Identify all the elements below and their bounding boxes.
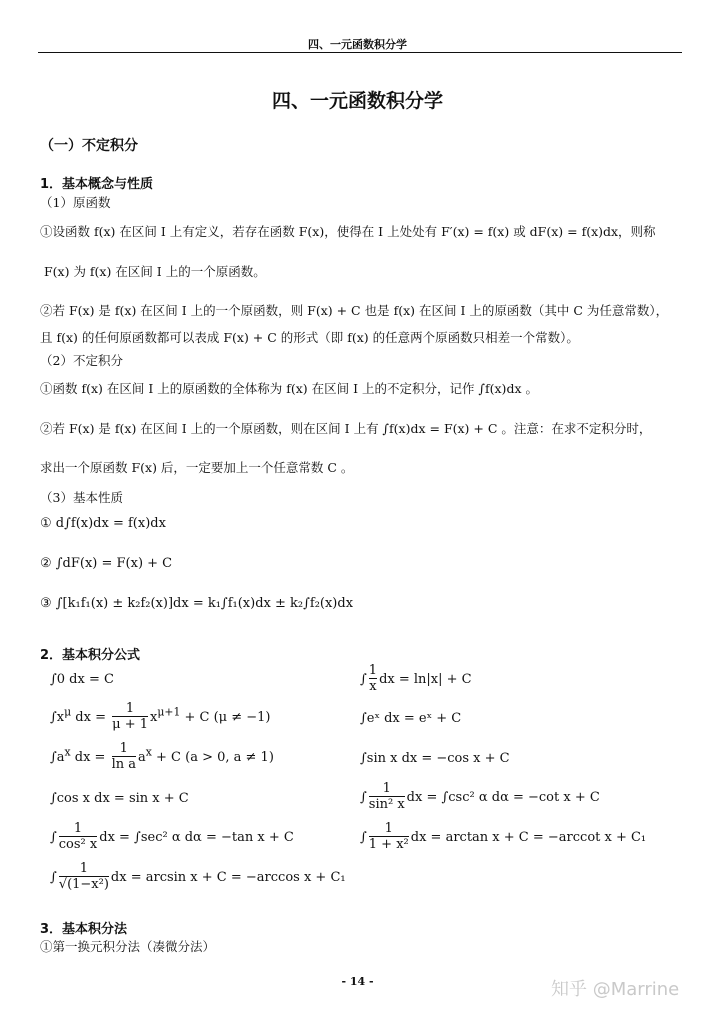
formula-csc-squared: ∫ $\frac{1}{\text{sin² x}}$ dx = ∫csc² α dα = −cot x + C xyxy=(360,781,600,813)
method-substitution-1: ①第一换元积分法（凑微分法） xyxy=(40,939,216,954)
para-antiderivative-family-1: ②若 F(x) 是 f(x) 在区间 I 上的一个原函数，则 F(x) + C 也是 f(x) 在区间 I 上的原函数（其中 C 为任意常数）， xyxy=(40,303,669,318)
section-heading-indefinite-integral: （一）不定积分 xyxy=(40,138,138,154)
formula-sin: ∫sin x dx = −cos x + C xyxy=(360,751,510,766)
formula-const: ∫0 dx = C xyxy=(50,672,114,687)
label-antiderivative: （1）原函数 xyxy=(40,195,111,210)
para-antiderivative-def-2: F(x) 为 f(x) 在区间 I 上的一个原函数。 xyxy=(44,264,266,279)
page-number: - 14 - xyxy=(341,975,374,988)
formula-arcsin: ∫ $\frac{1}{\text{√(1−x²)}}$ dx = arcsin x + C = −arccos x + C₁ xyxy=(50,861,346,893)
label-basic-properties: （3）基本性质 xyxy=(40,490,123,505)
running-header: 四、一元函数积分学 xyxy=(308,38,407,51)
formula-cos: ∫cos x dx = sin x + C xyxy=(50,791,189,806)
formula-power: $\int x^\mu$ dx = $\frac{1}{\mu + 1}$ $x^{\mu+1} + C$ (μ ≠ −1) xyxy=(50,701,271,733)
property-2: ② ∫dF(x) = F(x) + C xyxy=(40,556,173,571)
watermark: 知乎 @Marrine xyxy=(551,979,680,1000)
para-indefinite-note-1: ②若 F(x) 是 f(x) 在区间 I 上的一个原函数，则在区间 I 上有 ∫f(x)dx = F(x) + C 。注意：在求不定积分时， xyxy=(40,421,652,436)
subsection-heading-concepts: 1．基本概念与性质 xyxy=(40,177,154,192)
formula-exp-e: ∫eˣ dx = eˣ + C xyxy=(360,711,462,726)
formula-reciprocal: ∫ $\frac{1}{x}$ dx = ln|x| + C xyxy=(360,663,472,695)
label-indefinite-integral: （2）不定积分 xyxy=(40,353,123,368)
formula-exponential: $\int a^x$ dx = $\frac{1}{\text{ln a}}$ $a^x + C$ (a > 0, a ≠ 1) xyxy=(50,741,274,773)
subsection-heading-methods: 3．基本积分法 xyxy=(40,922,128,937)
formula-sec-squared: ∫ $\frac{1}{\text{cos² x}}$ dx = ∫sec² α dα = −tan x + C xyxy=(50,821,294,853)
para-indefinite-def: ①函数 f(x) 在区间 I 上的原函数的全体称为 f(x) 在区间 I 上的不定积分，记作 ∫f(x)dx 。 xyxy=(40,381,538,396)
para-antiderivative-def-1: ①设函数 f(x) 在区间 I 上有定义，若存在函数 F(x)，使得在 I 上处处有 F′(x) = f(x) 或 dF(x) = f(x)dx，则称 xyxy=(40,224,656,239)
subsection-heading-formulas: 2．基本积分公式 xyxy=(40,648,141,663)
para-antiderivative-family-2: 且 f(x) 的任何原函数都可以表成 F(x) + C 的形式（即 f(x) 的任意两个原函数只相差一个常数）。 xyxy=(40,330,579,345)
header-rule xyxy=(38,52,682,53)
formula-arctan: ∫ $\frac{1}{\text{1 + x²}}$ dx = arctan x + C = −arccot x + C₁ xyxy=(360,821,647,853)
property-3: ③ ∫[k₁f₁(x) ± k₂f₂(x)]dx = k₁∫f₁(x)dx ± k₂∫f₂(x)dx xyxy=(40,596,354,611)
page-title: 四、一元函数积分学 xyxy=(271,90,443,112)
property-1: ① d∫f(x)dx = f(x)dx xyxy=(40,516,166,531)
para-indefinite-note-2: 求出一个原函数 F(x) 后，一定要加上一个任意常数 C 。 xyxy=(40,460,354,475)
